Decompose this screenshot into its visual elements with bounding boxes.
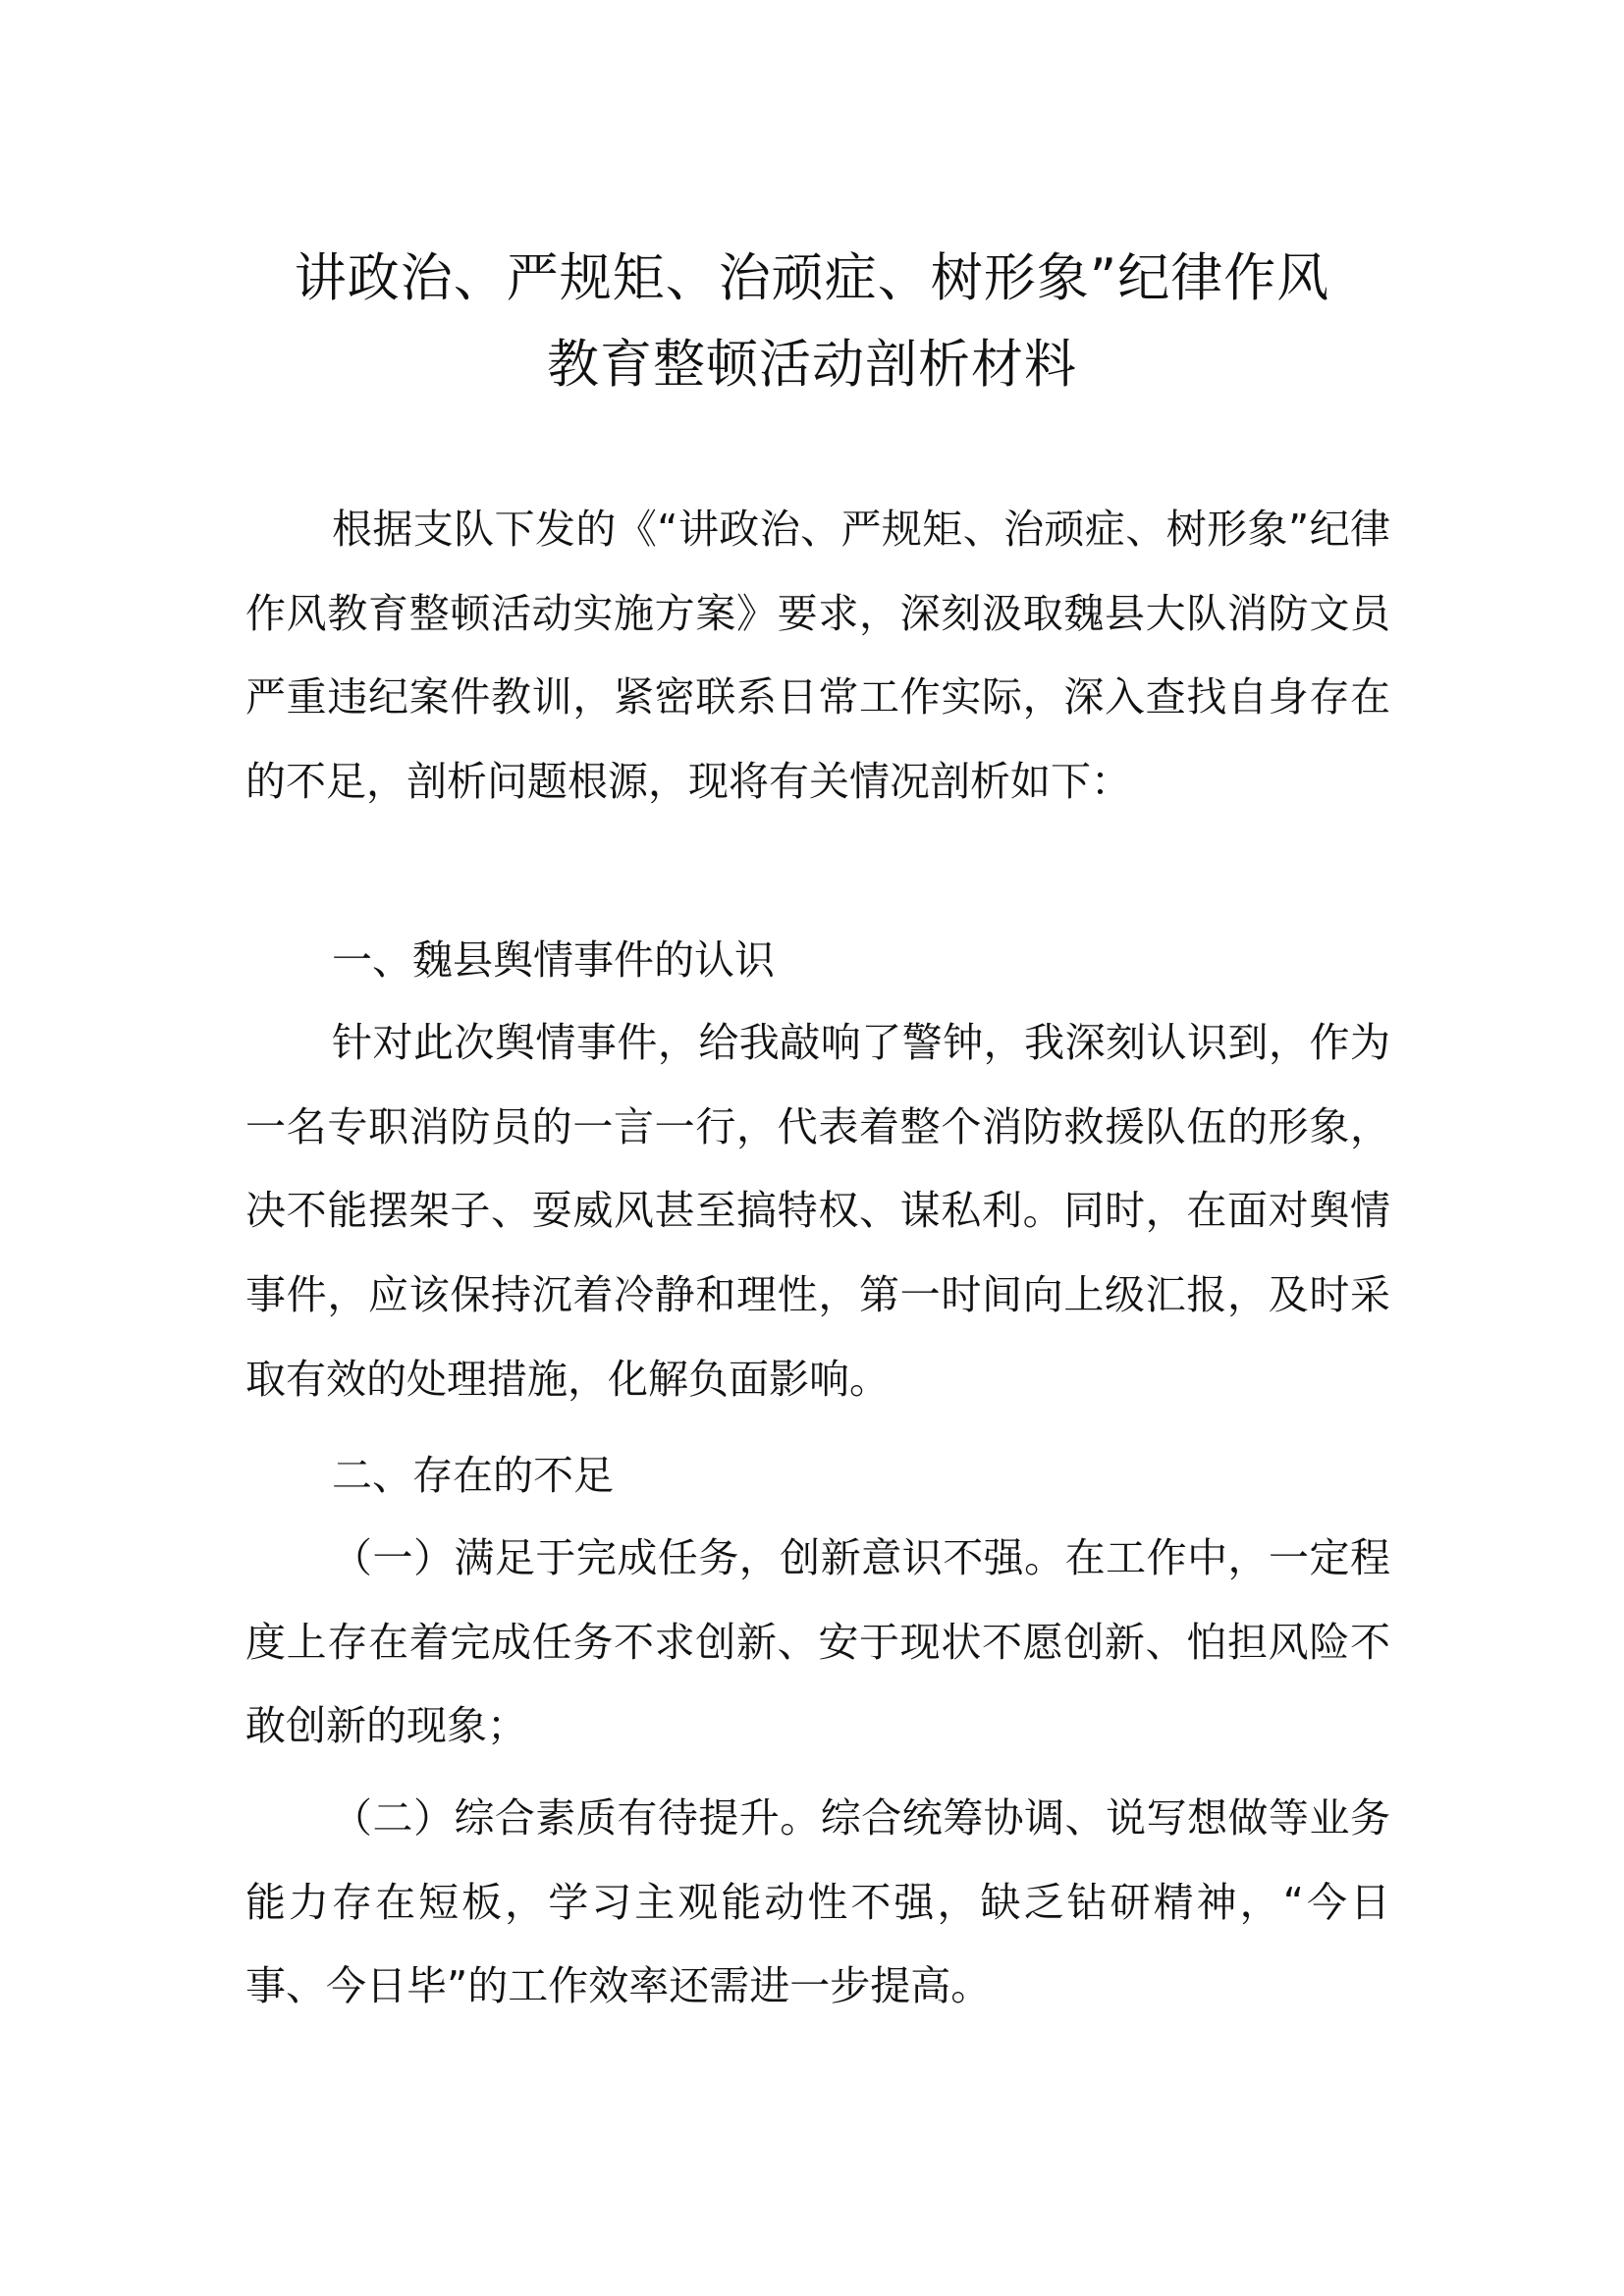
section-1-paragraph: 针对此次舆情事件，给我敲响了警钟，我深刻认识到，作为一名专职消防员的一言一行，代表着整个消防救援队伍的形象，决不能摆架子、耍威风甚至搞特权、谋私利。同时，在面对舆情事件，应该保持沉着冷静和理性，第一时间向上级汇报，及时采取有效的处理措施，化解负面影响。 [245,1019,1390,1403]
section-2-item-1: （一）满足于完成任务，创新意识不强。在工作中，一定程度上存在着完成任务不求创新、安于现状不愿创新、怕担风险不敢创新的现象； [245,1534,1390,1750]
section-heading-2: 二、存在的不足 [332,1452,614,1499]
intro-paragraph: 根据支队下发的《“讲政治、严规矩、治顽症、树形象”纪律作风教育整顿活动实施方案》要求，深刻汲取魏县大队消防文员严重违纪案件教训，紧密联系日常工作实际，深入查找自身存在的不足，剖析问题根源，现将有关情况剖析如下： [245,506,1390,806]
document-title-line-1: 讲政治、严规矩、治顽症、树形象”纪律作风 [294,248,1330,308]
document-title-line-2: 教育整顿活动剖析材料 [547,335,1077,395]
section-2-item-2: （二）综合素质有待提升。综合统筹协调、说写想做等业务能力存在短板，学习主观能动性不强，缺乏钻研精神，“今日事、今日毕”的工作效率还需进一步提高。 [245,1794,1390,2010]
section-heading-1: 一、魏县舆情事件的认识 [332,936,775,984]
